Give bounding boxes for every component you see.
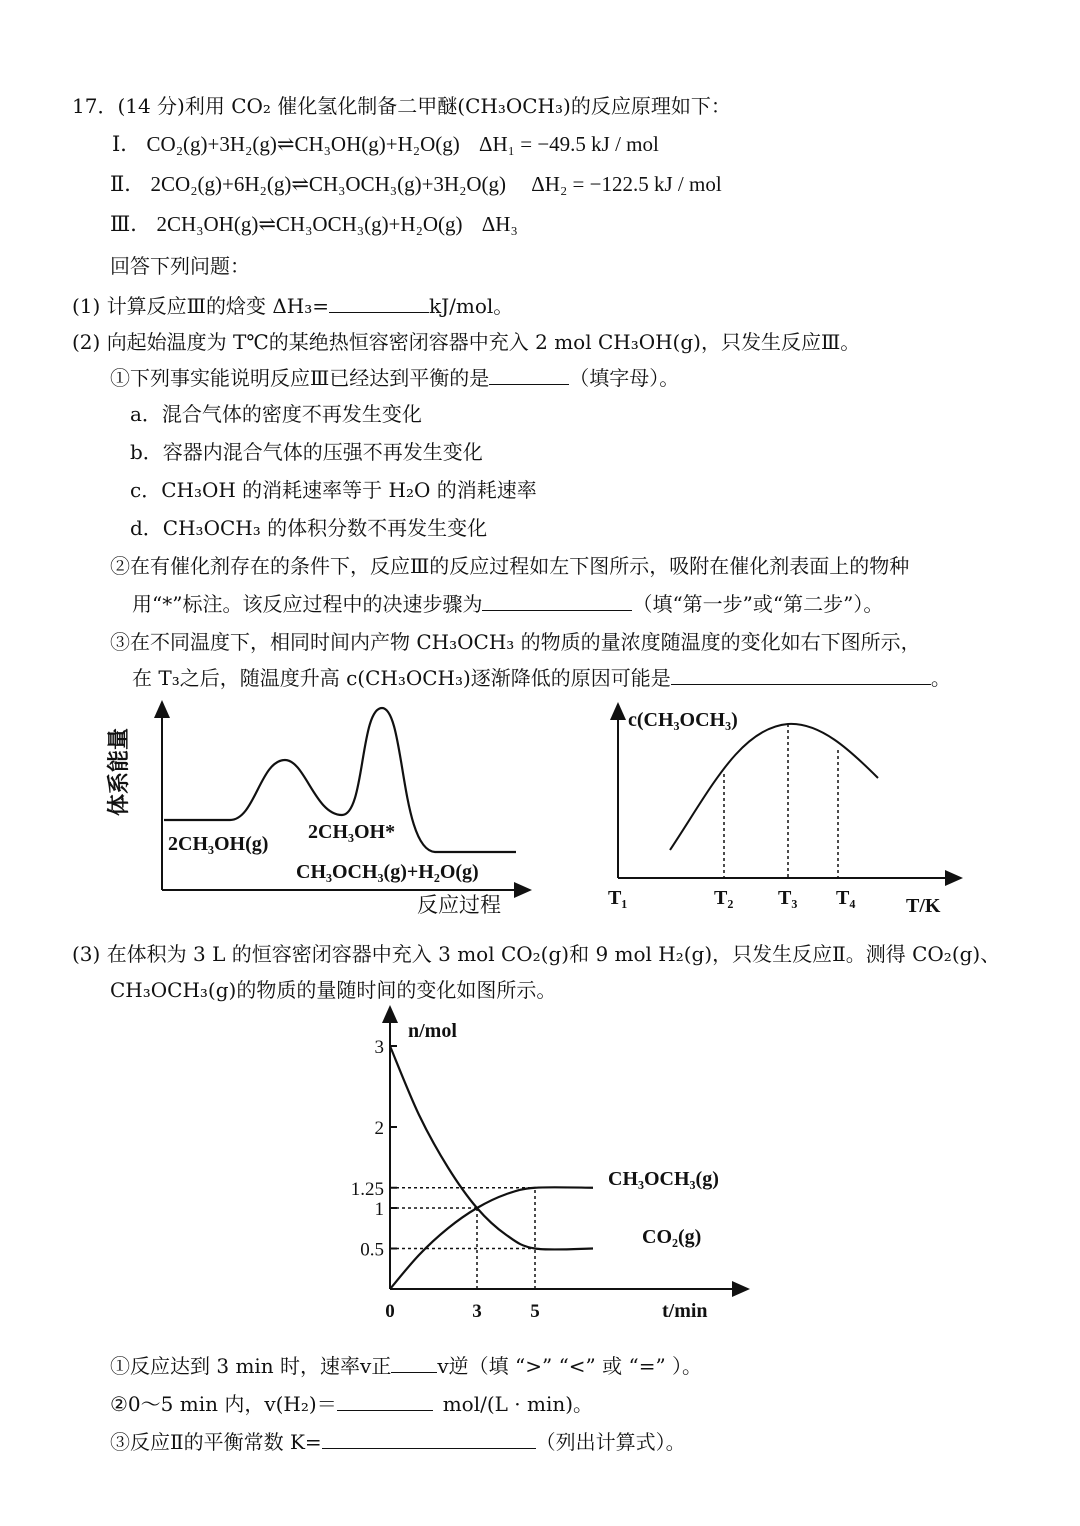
nt-xtick-label: 3 xyxy=(472,1301,482,1322)
part-2-3-end: 。 xyxy=(930,666,951,690)
part-2-3-line2 xyxy=(132,664,951,692)
part-2-1 xyxy=(110,364,679,392)
part-3-2-text: ②0～5 min 内，v(H₂)＝ xyxy=(110,1392,337,1416)
energy-product-label: CH₃OCH₃(g)+H₂O(g) xyxy=(296,861,479,883)
reaction-2-dh: ΔH₂ = −122.5 kJ / mol xyxy=(531,172,722,196)
reaction-3-eq: 2CH₃OH(g)⇌CH₃OCH₃(g)+H₂O(g) xyxy=(156,212,463,236)
part-1-text: (1) 计算反应Ⅲ的焓变 ΔH₃= xyxy=(72,294,329,318)
question-header: 17．(14 分)利用 CO₂ 催化氢化制备二甲醚(CH₃OCH₃)的反应原理如下： xyxy=(72,94,731,118)
part-3-line2: CH₃OCH₃(g)的物质的量随时间的变化如图所示。 xyxy=(110,978,557,1002)
reaction-2-eq: 2CO₂(g)+6H₂(g)⇌CH₃OCH₃(g)+3H₂O(g) xyxy=(150,172,507,196)
reaction-2 xyxy=(110,170,722,198)
part-2-1-text: ①下列事实能说明反应Ⅲ已经达到平衡的是 xyxy=(110,366,490,390)
conc-tick-t1: T₁ xyxy=(608,887,628,909)
nt-curve-co2 xyxy=(390,1046,593,1250)
nt-xlabel: t/min xyxy=(662,1300,708,1322)
nt-series-label-co2: CO₂(g) xyxy=(642,1226,702,1248)
part-2-2-line1: ②在有催化剂存在的条件下，反应Ⅲ的反应过程如左下图所示，吸附在催化剂表面上的物种 xyxy=(110,554,910,578)
part-3-1-text: ①反应达到 3 min 时，速率v正 xyxy=(110,1354,392,1378)
nt-ylabel: n/mol xyxy=(408,1020,457,1042)
nt-series-label-ch3och3: CH₃OCH₃(g) xyxy=(608,1168,719,1190)
conc-ylabel: c(CH₃OCH₃) xyxy=(628,709,738,731)
prompt: 回答下列问题： xyxy=(110,254,250,278)
nt-ytick-label: 1.25 xyxy=(350,1178,384,1200)
reaction-3-num: Ⅲ． xyxy=(110,212,152,236)
energy-xlabel: 反应过程 xyxy=(417,893,501,917)
reaction-1-eq: CO₂(g)+3H₂(g)⇌CH₃OH(g)+H₂O(g) xyxy=(146,132,460,156)
reaction-3 xyxy=(110,210,518,238)
answer-blank-3-3[interactable] xyxy=(322,1428,536,1449)
conc-tick-t3: T₃ xyxy=(778,887,798,909)
part-3-2-unit: mol/(L · min)。 xyxy=(442,1392,594,1416)
part-2-1-hint: （填字母）。 xyxy=(569,366,680,390)
answer-blank-2-3[interactable] xyxy=(671,664,931,685)
energy-ylabel: 体系能量 xyxy=(107,727,132,817)
part-2-2-line2 xyxy=(132,590,883,618)
part-2: (2) 向起始温度为 T℃的某绝热恒容密闭容器中充入 2 mol CH₃OH(g)，只发生反应Ⅲ。 xyxy=(72,330,861,354)
reaction-1-dh: ΔH₁ = −49.5 kJ / mol xyxy=(478,132,659,156)
part-2-3-text: 在 T₃之后，随温度升高 c(CH₃OCH₃)逐渐降低的原因可能是 xyxy=(132,666,671,690)
part-3-2 xyxy=(110,1390,593,1418)
conc-tick-t4: T₄ xyxy=(836,887,856,909)
part-2-2-hint: （填“第一步”或“第二步”）。 xyxy=(632,592,884,616)
part-1-unit: kJ/mol。 xyxy=(429,294,514,318)
conc-curve xyxy=(670,724,878,850)
n-t-chart xyxy=(340,1005,780,1325)
answer-blank-2-1[interactable] xyxy=(489,364,569,385)
nt-ytick-label: 1 xyxy=(374,1199,384,1220)
nt-ytick-label: 0.5 xyxy=(360,1239,384,1261)
option-d: d．CH₃OCH₃ 的体积分数不再发生变化 xyxy=(130,516,488,540)
energy-intermediate-label: 2CH₃OH* xyxy=(308,821,396,843)
reaction-3-dh: ΔH₃ xyxy=(481,212,518,236)
nt-curve-ch3och3 xyxy=(390,1187,593,1289)
reaction-1 xyxy=(112,130,659,158)
reaction-1-num: Ⅰ． xyxy=(112,132,142,156)
part-3-line1: (3) 在体积为 3 L 的恒容密闭容器中充入 3 mol CO₂(g)和 9 mol H₂(g)，只发生反应Ⅱ。测得 CO₂(g)、 xyxy=(72,942,1001,966)
nt-xtick-label: 0 xyxy=(385,1301,395,1322)
conc-chart xyxy=(600,700,960,920)
nt-ytick-label: 3 xyxy=(374,1037,384,1058)
part-2-2-text: 用“*”标注。该反应过程中的决速步骤为 xyxy=(132,592,483,616)
energy-reactant-label: 2CH₃OH(g) xyxy=(168,833,269,855)
part-1 xyxy=(72,292,513,320)
option-c: c．CH₃OH 的消耗速率等于 H₂O 的消耗速率 xyxy=(130,478,537,502)
part-3-1-hint: v逆（填 “>” “<” 或 “=” ）。 xyxy=(437,1354,703,1378)
conc-xlabel: T/K xyxy=(906,895,941,917)
option-a: a．混合气体的密度不再发生变化 xyxy=(130,402,422,426)
answer-blank-1[interactable] xyxy=(329,292,429,313)
part-2-3-line1: ③在不同温度下，相同时间内产物 CH₃OCH₃ 的物质的量浓度随温度的变化如右下图所示， xyxy=(110,630,921,654)
part-3-3-hint: （列出计算式）。 xyxy=(535,1430,686,1454)
answer-blank-2-2[interactable] xyxy=(482,590,632,611)
reaction-2-num: Ⅱ． xyxy=(110,172,146,196)
conc-tick-t2: T₂ xyxy=(714,887,734,909)
part-3-3 xyxy=(110,1428,686,1456)
answer-blank-3-1[interactable] xyxy=(391,1352,437,1373)
part-3-1 xyxy=(110,1352,702,1380)
nt-xtick-label: 5 xyxy=(530,1301,540,1322)
answer-blank-3-2[interactable] xyxy=(337,1390,433,1411)
part-3-3-text: ③反应Ⅱ的平衡常数 K= xyxy=(110,1430,322,1454)
option-b: b．容器内混合气体的压强不再发生变化 xyxy=(130,440,483,464)
energy-diagram xyxy=(107,700,540,920)
nt-ytick-label: 2 xyxy=(374,1118,384,1139)
